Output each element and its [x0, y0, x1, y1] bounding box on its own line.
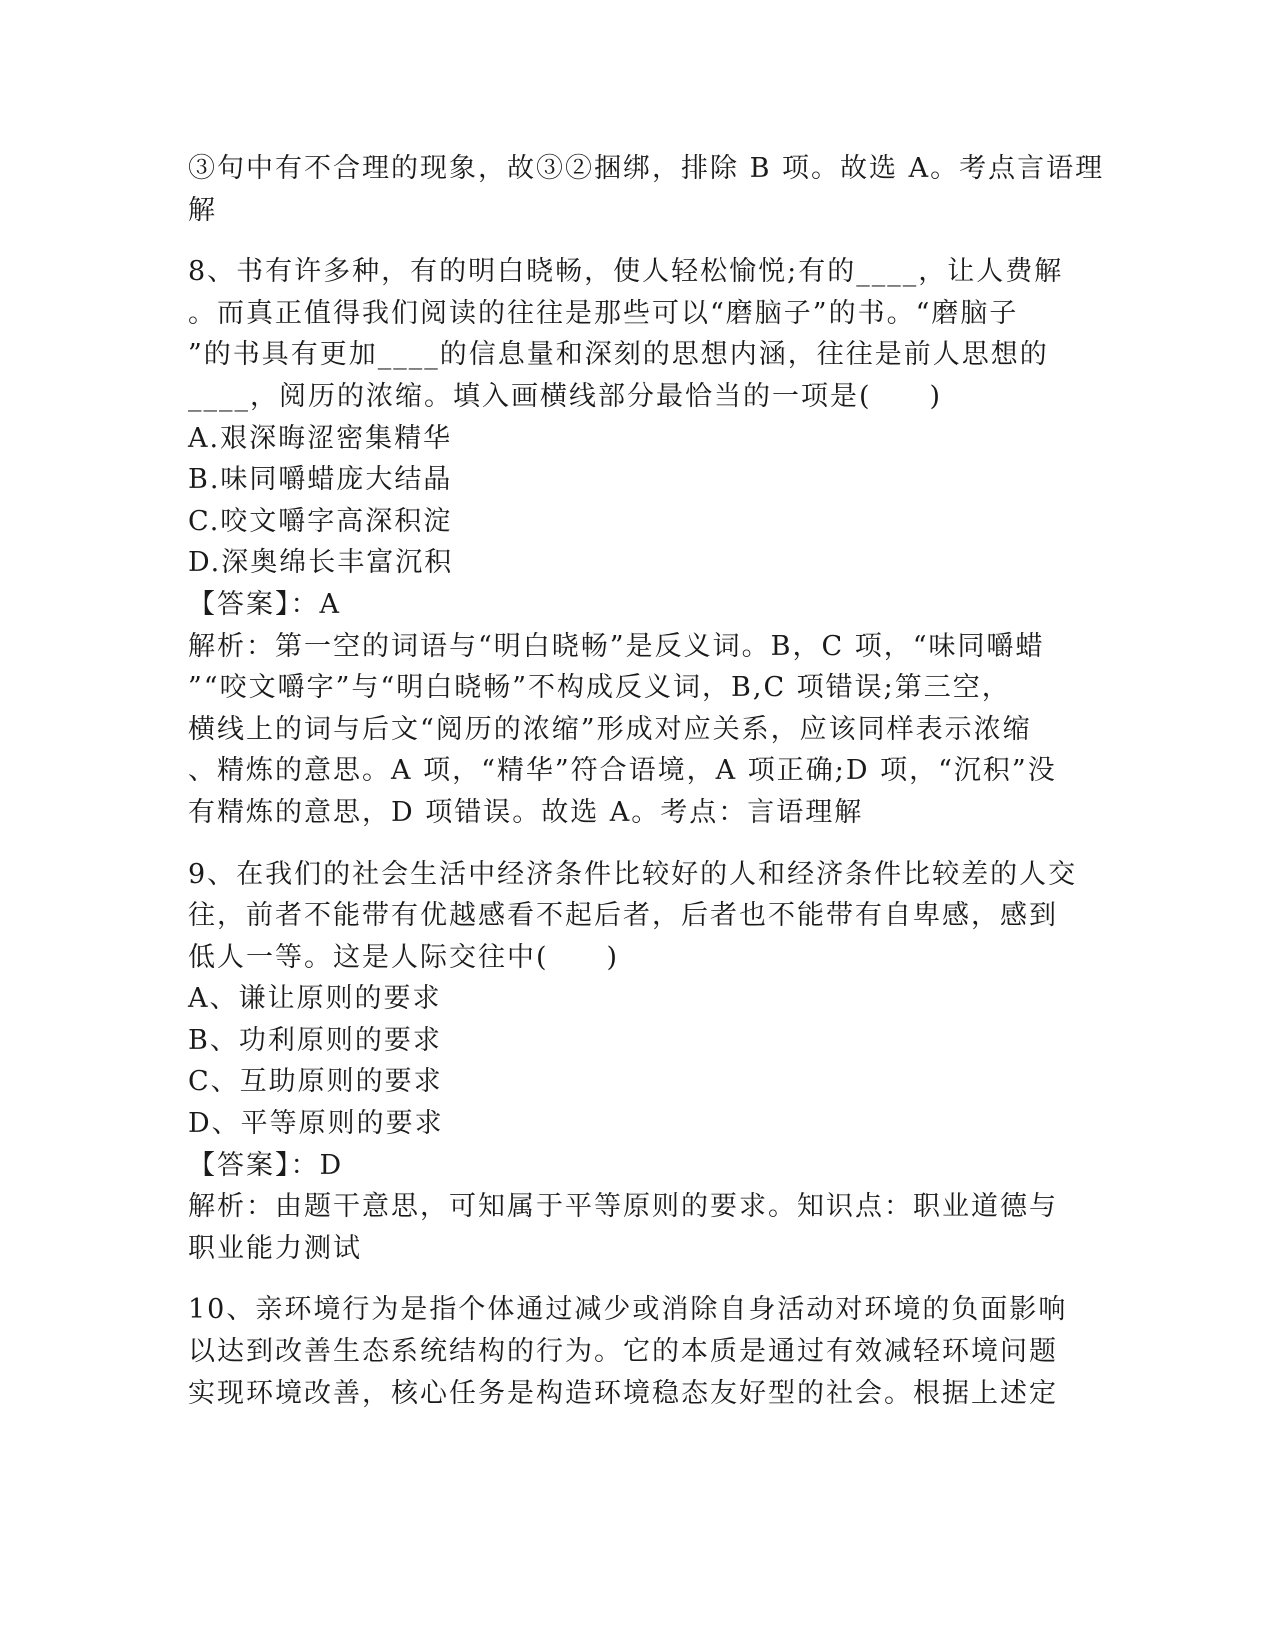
document-page [188, 148, 1105, 1414]
option-a: A、谦让原则的要求 [188, 983, 442, 1015]
question-stem-line: 10、亲环境行为是指个体通过减少或消除自身活动对环境的负面影响 [188, 1294, 1068, 1326]
answer-line: 【答案】：D [188, 1149, 344, 1181]
question-stem-line: 低人一等。这是人际交往中( ) [188, 941, 620, 973]
question-9 [188, 854, 1078, 1270]
question-stem-line: ”的书具有更加____的信息量和深刻的思想内涵，往往是前人思想的 [188, 339, 1049, 371]
text-line: ③句中有不合理的现象，故③②捆绑，排除 B 项。故选 A。考点言语理 [188, 153, 1105, 184]
question-10 [188, 1289, 1078, 1414]
question-stem-line: 往，前者不能带有优越感看不起后者，后者也不能带有自卑感，感到 [188, 900, 1058, 932]
q7-explanation-tail [188, 148, 1105, 231]
answer-line: 【答案】：A [188, 588, 341, 620]
explanation-line: 解析：由题干意思，可知属于平等原则的要求。知识点：职业道德与 [188, 1191, 1058, 1223]
option-c: C.咬文嚼字高深积淀 [188, 505, 453, 537]
question-stem-line: 以达到改善生态系统结构的行为。它的本质是通过有效减轻环境问题 [188, 1336, 1058, 1368]
option-b: B、功利原则的要求 [188, 1024, 442, 1056]
explanation-line: 、精炼的意思。A 项，“精华”符合语境，A 项正确;D 项，“沉积”没 [188, 755, 1057, 787]
question-stem-line: 实现环境改善，核心任务是构造环境稳态友好型的社会。根据上述定 [188, 1377, 1058, 1409]
explanation-line: 职业能力测试 [188, 1232, 362, 1264]
explanation-line: 横线上的词与后文“阅历的浓缩”形成对应关系，应该同样表示浓缩 [188, 713, 1032, 745]
option-b: B.味同嚼蜡庞大结晶 [188, 464, 453, 496]
question-8 [188, 251, 1078, 833]
question-stem-line: ____，阅历的浓缩。填入画横线部分最恰当的一项是( ) [188, 380, 943, 412]
explanation-line: 解析：第一空的词语与“明白晓畅”是反义词。B，C 项，“味同嚼蜡 [188, 630, 1045, 662]
option-a: A.艰深晦涩密集精华 [188, 422, 453, 454]
question-stem-line: 。而真正值得我们阅读的往往是那些可以“磨脑子”的书。“磨脑子 [188, 297, 1019, 329]
question-stem-line: 9、在我们的社会生活中经济条件比较好的人和经济条件比较差的人交 [188, 858, 1078, 890]
option-d: D、平等原则的要求 [188, 1108, 444, 1140]
explanation-line: 有精炼的意思，D 项错误。故选 A。考点：言语理解 [188, 796, 864, 828]
paragraph-gap [188, 834, 1078, 854]
paragraph-gap [188, 231, 1078, 251]
option-d: D.深奥绵长丰富沉积 [188, 547, 454, 579]
text-line: 解 [188, 194, 217, 226]
question-stem-line: 8、书有许多种，有的明白晓畅，使人轻松愉悦;有的____，让人费解 [188, 256, 1064, 288]
option-c: C、互助原则的要求 [188, 1066, 443, 1098]
explanation-line: ”“咬文嚼字”与“明白晓畅”不构成反义词，B,C 项错误;第三空， [188, 672, 1011, 704]
paragraph-gap [188, 1269, 1078, 1289]
